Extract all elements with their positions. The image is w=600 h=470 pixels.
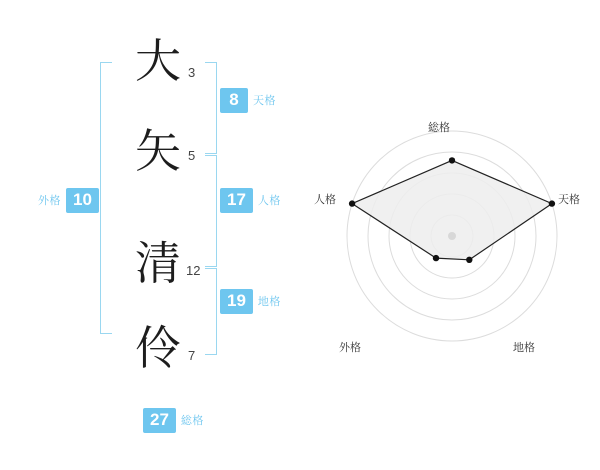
kanji-stroke-1: 3 bbox=[188, 65, 196, 80]
kaku-chikaku-value: 19 bbox=[220, 289, 253, 314]
kanji-stroke-4: 7 bbox=[188, 348, 196, 363]
radar-data-point bbox=[349, 200, 355, 206]
kaku-tenkaku-value: 8 bbox=[220, 88, 248, 113]
kaku-soukaku-label: 総格 bbox=[180, 415, 204, 428]
kaku-tenkaku-label: 天格 bbox=[253, 95, 276, 108]
kanji-stroke-3: 12 bbox=[186, 263, 201, 278]
radar-axis-label-jinkaku: 人格 bbox=[314, 194, 336, 206]
kaku-jinkaku bbox=[220, 188, 281, 213]
kanji-stroke-2: 5 bbox=[188, 148, 196, 163]
bracket-gaikaku bbox=[100, 62, 112, 334]
radar-series-polygon bbox=[352, 160, 552, 259]
kaku-soukaku bbox=[143, 408, 204, 433]
kanji-char-3: 清 bbox=[135, 236, 181, 290]
kaku-soukaku-value: 27 bbox=[143, 408, 176, 433]
radar-axis-label-soukaku: 総格 bbox=[428, 122, 450, 134]
kaku-chikaku-label: 地格 bbox=[257, 296, 281, 309]
kaku-chikaku bbox=[220, 289, 281, 314]
bracket-jinkaku bbox=[205, 155, 217, 267]
kaku-jinkaku-label: 人格 bbox=[257, 195, 281, 208]
kaku-gaikaku-value: 10 bbox=[66, 188, 99, 213]
bracket-chikaku bbox=[205, 268, 217, 355]
kanji-char-1: 大 bbox=[135, 34, 181, 88]
kaku-tenkaku bbox=[220, 88, 276, 113]
radar-axis-label-chikaku: 地格 bbox=[513, 342, 535, 354]
radar-center-dot bbox=[448, 232, 456, 240]
radar-chart bbox=[305, 95, 600, 385]
radar-data-point bbox=[449, 157, 455, 163]
kanji-char-4: 伶 bbox=[135, 321, 181, 375]
kanji-char-2: 矢 bbox=[135, 124, 181, 178]
kaku-jinkaku-value: 17 bbox=[220, 188, 253, 213]
bracket-tenkaku bbox=[205, 62, 217, 154]
radar-data-point bbox=[433, 255, 439, 261]
radar-axis-label-gaikaku: 外格 bbox=[339, 342, 361, 354]
kaku-gaikaku bbox=[38, 188, 99, 213]
radar-data-point bbox=[466, 257, 472, 263]
kaku-gaikaku-label: 外格 bbox=[38, 195, 61, 208]
radar-axis-label-tenkaku: 天格 bbox=[558, 194, 580, 206]
radar-data-point bbox=[549, 200, 555, 206]
